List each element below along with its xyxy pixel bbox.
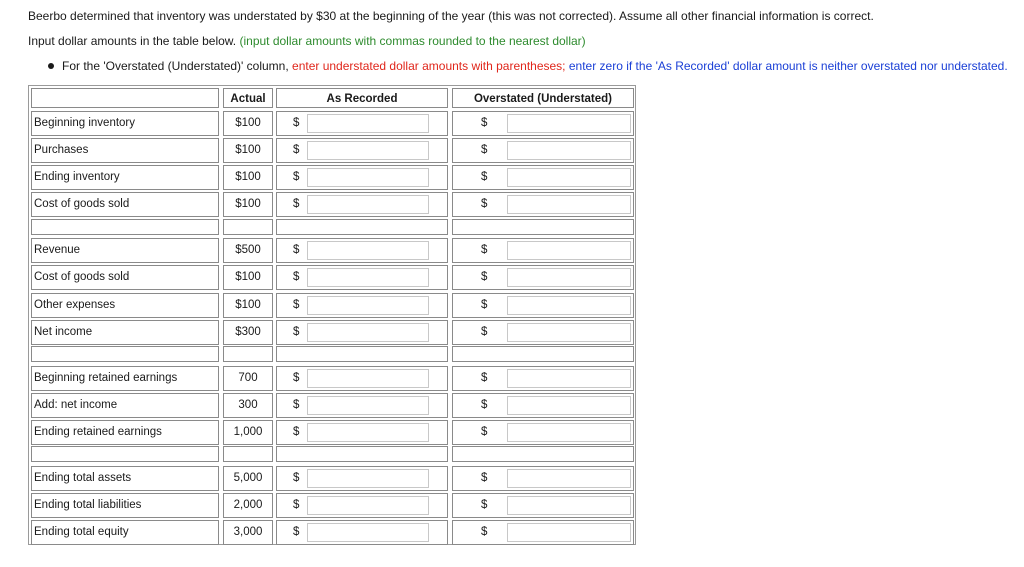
actual-value: $100 bbox=[223, 138, 273, 163]
row-label: Cost of goods sold bbox=[31, 192, 219, 217]
as-recorded-input[interactable] bbox=[307, 141, 429, 160]
header-label-cell bbox=[31, 88, 219, 108]
spacer-cell bbox=[31, 446, 219, 462]
actual-value: 3,000 bbox=[223, 520, 273, 545]
overstated-understated-input[interactable] bbox=[507, 296, 631, 315]
as-recorded-cell bbox=[276, 420, 448, 445]
actual-value: 300 bbox=[223, 393, 273, 418]
as-recorded-cell bbox=[276, 165, 448, 190]
instruction-bullet-red: enter understated dollar amounts with parentheses; bbox=[292, 59, 569, 73]
table-row bbox=[29, 265, 635, 290]
actual-value: 5,000 bbox=[223, 466, 273, 491]
dollar-sign: $ bbox=[293, 325, 300, 338]
dollar-sign: $ bbox=[293, 371, 300, 384]
as-recorded-cell bbox=[276, 238, 448, 263]
table-row bbox=[29, 420, 635, 445]
as-recorded-input[interactable] bbox=[307, 496, 429, 515]
table-row bbox=[29, 165, 635, 190]
instruction-bullet-blue: enter zero if the 'As Recorded' dollar amount is neither overstated nor understated. bbox=[568, 59, 1008, 73]
table-row bbox=[29, 192, 635, 217]
row-label: Other expenses bbox=[31, 293, 219, 318]
table-row bbox=[29, 366, 635, 391]
row-label: Ending total assets bbox=[31, 466, 219, 491]
as-recorded-input[interactable] bbox=[307, 114, 429, 133]
spacer-cell bbox=[452, 446, 634, 462]
overstated-understated-input[interactable] bbox=[507, 469, 631, 488]
dollar-sign: $ bbox=[293, 171, 300, 184]
table-row bbox=[29, 138, 635, 163]
dollar-sign: $ bbox=[293, 499, 300, 511]
spacer-cell bbox=[31, 346, 219, 362]
as-recorded-cell bbox=[276, 320, 448, 345]
instruction-line-2 bbox=[28, 34, 586, 48]
as-recorded-cell bbox=[276, 265, 448, 290]
overstated-understated-input[interactable] bbox=[507, 268, 631, 287]
spacer-row bbox=[29, 446, 635, 462]
table-row bbox=[29, 320, 635, 345]
overstated-cell bbox=[452, 466, 634, 491]
as-recorded-input[interactable] bbox=[307, 323, 429, 342]
overstated-cell bbox=[452, 192, 634, 217]
as-recorded-input[interactable] bbox=[307, 268, 429, 287]
actual-value: $100 bbox=[223, 165, 273, 190]
dollar-sign: $ bbox=[293, 116, 300, 129]
instruction-bullet bbox=[48, 59, 1008, 73]
as-recorded-cell bbox=[276, 466, 448, 491]
row-label: Purchases bbox=[31, 138, 219, 163]
overstated-cell bbox=[452, 265, 634, 290]
actual-value: $100 bbox=[223, 265, 273, 290]
bullet-icon bbox=[48, 63, 54, 69]
dollar-sign: $ bbox=[481, 244, 488, 256]
dollar-sign: $ bbox=[293, 298, 300, 311]
as-recorded-input[interactable] bbox=[307, 469, 429, 488]
actual-value: $500 bbox=[223, 238, 273, 263]
overstated-cell bbox=[452, 320, 634, 345]
dollar-sign: $ bbox=[293, 198, 300, 211]
overstated-understated-input[interactable] bbox=[507, 168, 631, 187]
as-recorded-input[interactable] bbox=[307, 296, 429, 315]
as-recorded-input[interactable] bbox=[307, 423, 429, 442]
as-recorded-cell bbox=[276, 520, 448, 545]
spacer-cell bbox=[452, 219, 634, 235]
actual-value: 1,000 bbox=[223, 420, 273, 445]
overstated-understated-input[interactable] bbox=[507, 496, 631, 515]
dollar-sign: $ bbox=[481, 171, 488, 184]
overstated-understated-input[interactable] bbox=[507, 114, 631, 133]
overstated-cell bbox=[452, 366, 634, 391]
overstated-cell bbox=[452, 493, 634, 518]
spacer-cell bbox=[276, 346, 448, 362]
spacer-cell bbox=[31, 219, 219, 235]
as-recorded-cell bbox=[276, 192, 448, 217]
spacer-row bbox=[29, 346, 635, 362]
spacer-cell bbox=[452, 346, 634, 362]
dollar-sign: $ bbox=[293, 271, 300, 284]
dollar-sign: $ bbox=[293, 398, 300, 411]
instruction-line-1: Beerbo determined that inventory was understated by $30 at the beginning of the year (this was not corrected). Assume all other financial information is correct. bbox=[28, 9, 874, 23]
dollar-sign: $ bbox=[481, 198, 488, 211]
row-label: Beginning retained earnings bbox=[31, 366, 219, 391]
as-recorded-cell bbox=[276, 366, 448, 391]
as-recorded-input[interactable] bbox=[307, 369, 429, 388]
dollar-sign: $ bbox=[293, 526, 300, 539]
as-recorded-cell bbox=[276, 111, 448, 136]
spacer-cell bbox=[223, 219, 273, 235]
dollar-sign: $ bbox=[481, 526, 488, 539]
row-label: Revenue bbox=[31, 238, 219, 263]
overstated-cell bbox=[452, 420, 634, 445]
dollar-sign: $ bbox=[481, 116, 488, 129]
dollar-sign: $ bbox=[293, 143, 300, 156]
as-recorded-input[interactable] bbox=[307, 523, 429, 542]
as-recorded-input[interactable] bbox=[307, 396, 429, 415]
overstated-cell bbox=[452, 393, 634, 418]
overstated-cell bbox=[452, 293, 634, 318]
table-row bbox=[29, 111, 635, 136]
as-recorded-input[interactable] bbox=[307, 195, 429, 214]
overstated-understated-input[interactable] bbox=[507, 423, 631, 442]
actual-value: $100 bbox=[223, 111, 273, 136]
actual-value: $300 bbox=[223, 320, 273, 345]
spacer-cell bbox=[223, 446, 273, 462]
spacer-cell bbox=[276, 446, 448, 462]
overstated-cell bbox=[452, 165, 634, 190]
dollar-sign: $ bbox=[481, 143, 488, 156]
header-overstated-understated: Overstated (Understated) bbox=[452, 88, 634, 108]
header-actual: Actual bbox=[223, 88, 273, 108]
actual-value: 700 bbox=[223, 366, 273, 391]
as-recorded-input[interactable] bbox=[307, 241, 429, 260]
table-row bbox=[29, 466, 635, 491]
table-header-row bbox=[29, 88, 635, 108]
dollar-sign: $ bbox=[481, 398, 488, 411]
dollar-sign: $ bbox=[481, 325, 488, 338]
actual-value: 2,000 bbox=[223, 493, 273, 518]
dollar-sign: $ bbox=[481, 271, 488, 284]
row-label: Beginning inventory bbox=[31, 111, 219, 136]
instruction-bullet-text: For the 'Overstated (Understated)' column, bbox=[62, 59, 293, 73]
dollar-sign: $ bbox=[481, 471, 488, 484]
spacer-cell bbox=[223, 346, 273, 362]
dollar-sign: $ bbox=[293, 426, 300, 439]
as-recorded-cell bbox=[276, 393, 448, 418]
as-recorded-cell bbox=[276, 493, 448, 518]
dollar-sign: $ bbox=[293, 471, 300, 484]
instruction-line-2-note: (input dollar amounts with commas rounded to the nearest dollar) bbox=[239, 34, 586, 48]
row-label: Ending inventory bbox=[31, 165, 219, 190]
as-recorded-cell bbox=[276, 293, 448, 318]
overstated-cell bbox=[452, 111, 634, 136]
row-label: Ending retained earnings bbox=[31, 420, 219, 445]
table-row bbox=[29, 293, 635, 318]
dollar-sign: $ bbox=[293, 244, 300, 256]
instruction-line-2-text: Input dollar amounts in the table below. bbox=[28, 34, 240, 48]
inventory-error-table bbox=[28, 85, 636, 545]
row-label: Cost of goods sold bbox=[31, 265, 219, 290]
overstated-understated-input[interactable] bbox=[507, 241, 631, 260]
actual-value: $100 bbox=[223, 192, 273, 217]
overstated-cell bbox=[452, 238, 634, 263]
as-recorded-input[interactable] bbox=[307, 168, 429, 187]
overstated-understated-input[interactable] bbox=[507, 195, 631, 214]
table-row bbox=[29, 493, 635, 518]
actual-value: $100 bbox=[223, 293, 273, 318]
overstated-understated-input[interactable] bbox=[507, 323, 631, 342]
overstated-understated-input[interactable] bbox=[507, 369, 631, 388]
overstated-understated-input[interactable] bbox=[507, 396, 631, 415]
overstated-cell bbox=[452, 138, 634, 163]
table-row bbox=[29, 520, 635, 545]
dollar-sign: $ bbox=[481, 426, 488, 439]
overstated-cell bbox=[452, 520, 634, 545]
spacer-cell bbox=[276, 219, 448, 235]
table-row bbox=[29, 393, 635, 418]
header-as-recorded: As Recorded bbox=[276, 88, 448, 108]
table-row bbox=[29, 238, 635, 263]
as-recorded-cell bbox=[276, 138, 448, 163]
row-label: Net income bbox=[31, 320, 219, 345]
dollar-sign: $ bbox=[481, 298, 488, 311]
overstated-understated-input[interactable] bbox=[507, 523, 631, 542]
row-label: Ending total equity bbox=[31, 520, 219, 545]
spacer-row bbox=[29, 219, 635, 235]
overstated-understated-input[interactable] bbox=[507, 141, 631, 160]
dollar-sign: $ bbox=[481, 371, 488, 384]
dollar-sign: $ bbox=[481, 499, 488, 511]
row-label: Ending total liabilities bbox=[31, 493, 219, 518]
row-label: Add: net income bbox=[31, 393, 219, 418]
